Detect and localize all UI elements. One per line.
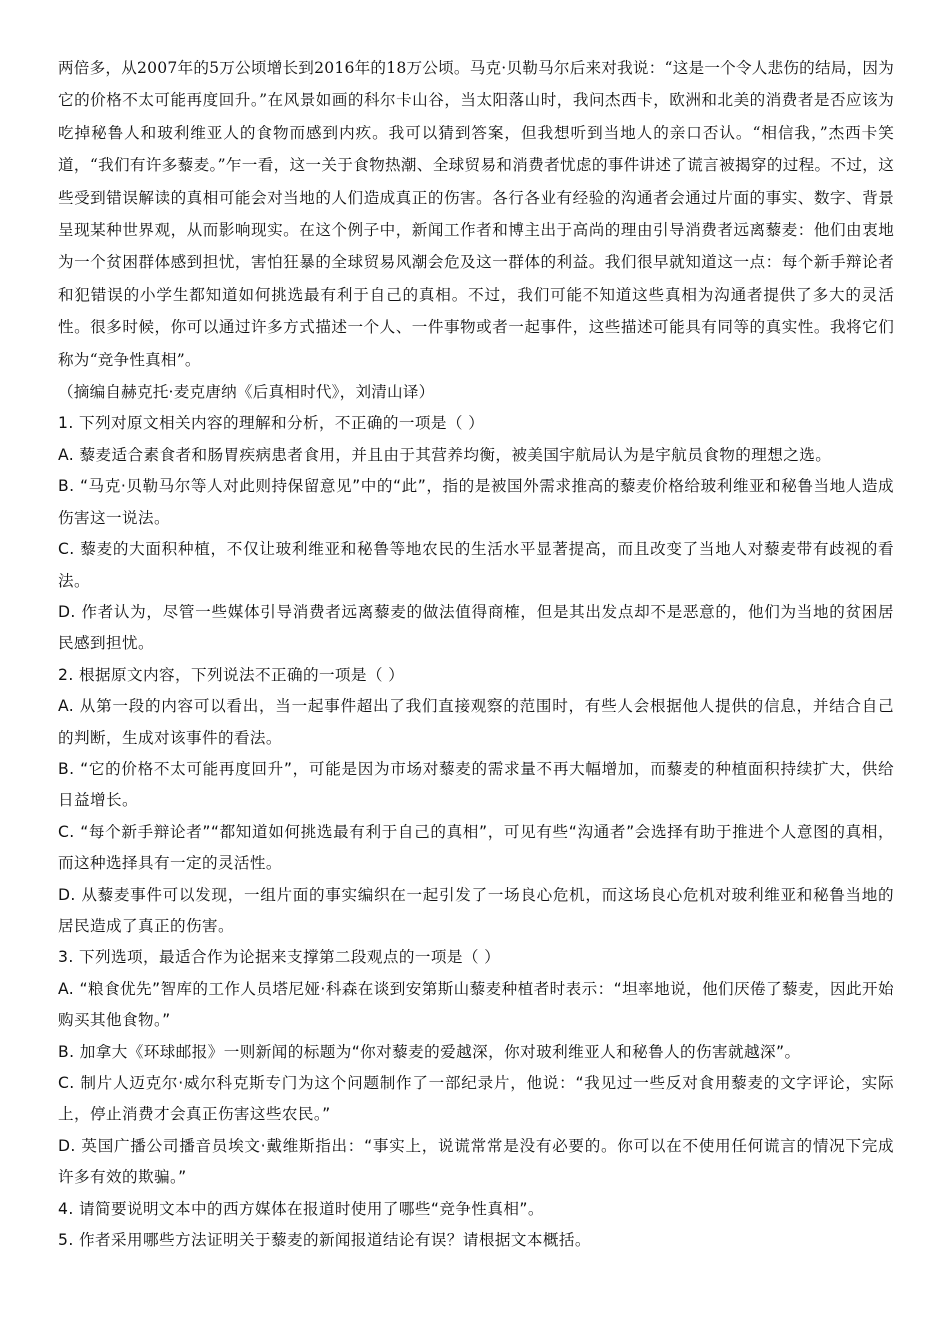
question-2 (58, 660, 894, 943)
passage-paragraph: 两倍多，从2007年的5万公顷增长到2016年的18万公顷。马克·贝勒马尔后来对我说：“这是一个令人悲伤的结局，因为它的价格不太可能再度回升。”在风景如画的科尔卡山谷，当太阳落山时，我问杰西卡，欧洲和北美的消费者是否应该为吃掉秘鲁人和玻利维亚人的食物而感到内疚。我可以猜到答案，但我想听到当地人的亲口否认。“相信我，”杰西卡笑道，“我们有许多藜麦。”乍一看，这一关于食物热潮、全球贸易和消费者忧虑的事件讲述了谎言被揭穿的过程。不过，这些受到错误解读的真相可能会对当地的人们造成真正的伤害。各行各业有经验的沟通者会通过片面的事实、数字、背景呈现某种世界观，从而影响现实。在这个例子中，新闻工作者和博主出于高尚的理由引导消费者远离藜麦：他们由衷地为一个贫困群体感到担忧，害怕狂暴的全球贸易风潮会危及这一群体的利益。我们很早就知道这一点：每个新手辩论者和犯错误的小学生都知道如何挑选最有利于自己的真相。不过，我们可能不知道这些真相为沟通者提供了多大的灵活性。很多时候，你可以通过许多方式描述一个人、一件事物或者一起事件，这些描述可能具有同等的真实性。我将它们称为“竞争性真相”。 (58, 59, 894, 369)
option-b: B. “它的价格不太可能再度回升”，可能是因为市场对藜麦的需求量不再大幅增加，而藜麦的种植面积持续扩大，供给日益增长。 (58, 759, 894, 810)
option-b: B. “马克·贝勒马尔等人对此则持保留意见”中的“此”，指的是被国外需求推高的藜麦价格给玻利维亚和秘鲁当地人造成伤害这一说法。 (58, 477, 894, 527)
option-c: C. 藜麦的大面积种植，不仅让玻利维亚和秘鲁等地农民的生活水平显著提高，而且改变了当地人对藜麦带有歧视的看法。 (58, 540, 894, 590)
option-a: A. “粮食优先”智库的工作人员塔尼娅·科森在谈到安第斯山藜麦种植者时表示：“坦率地说，他们厌倦了藜麦，因此开始购买其他食物。” (58, 979, 894, 1030)
question-1 (58, 408, 894, 659)
option-b: B. 加拿大《环球邮报》一则新闻的标题为“你对藜麦的爱越深，你对玻利维亚人和秘鲁人的伤害就越深”。 (58, 1042, 801, 1061)
option-c: C. “每个新手辩论者”“都知道如何挑选最有利于自己的真相”，可见有些“沟通者”会选择有助于推进个人意图的真相，而这种选择具有一定的灵活性。 (58, 822, 894, 873)
option-d: D. 从藜麦事件可以发现，一组片面的事实编织在一起引发了一场良心危机，而这场良心危机对玻利维亚和秘鲁当地的居民造成了真正的伤害。 (58, 885, 894, 935)
question-stem: 2. 根据原文内容，下列说法不正确的一项是（ ） (58, 665, 405, 684)
question-list (58, 408, 894, 1256)
question-stem: 1. 下列对原文相关内容的理解和分析，不正确的一项是（ ） (58, 414, 485, 433)
option-d: D. 英国广播公司播音员埃文·戴维斯指出：“事实上，说谎常常是没有必要的。你可以在不使用任何谎言的情况下完成许多有效的欺骗。” (58, 1136, 894, 1187)
question-stem: 5. 作者采用哪些方法证明关于藜麦的新闻报道结论有误？请根据文本概括。 (58, 1231, 591, 1250)
question-3 (58, 942, 894, 1193)
question-5 (58, 1225, 894, 1256)
option-a: A. 从第一段的内容可以看出，当一起事件超出了我们直接观察的范围时，有些人会根据他人提供的信息，并结合自己的判断，生成对该事件的看法。 (58, 697, 894, 747)
option-a: A. 藜麦适合素食者和肠胃疾病患者食用，并且由于其营养均衡，被美国宇航局认为是宇航员食物的理想之选。 (58, 445, 832, 464)
reading-passage (58, 52, 894, 408)
passage-source: （摘编自赫克托·麦克唐纳《后真相时代》，刘清山译） (58, 383, 435, 402)
exam-page (58, 52, 894, 1256)
question-4 (58, 1194, 894, 1225)
option-d: D. 作者认为，尽管一些媒体引导消费者远离藜麦的做法值得商榷，但是其出发点却不是恶意的，他们为当地的贫困居民感到担忧。 (58, 602, 894, 653)
option-c: C. 制片人迈克尔·威尔科克斯专门为这个问题制作了一部纪录片，他说：“我见过一些反对食用藜麦的文字评论，实际上，停止消费才会真正伤害这些农民。” (58, 1074, 894, 1124)
question-stem: 4. 请简要说明文本中的西方媒体在报道时使用了哪些“竞争性真相”。 (58, 1199, 544, 1218)
question-stem: 3. 下列选项，最适合作为论据来支撑第二段观点的一项是（ ） (58, 948, 501, 967)
